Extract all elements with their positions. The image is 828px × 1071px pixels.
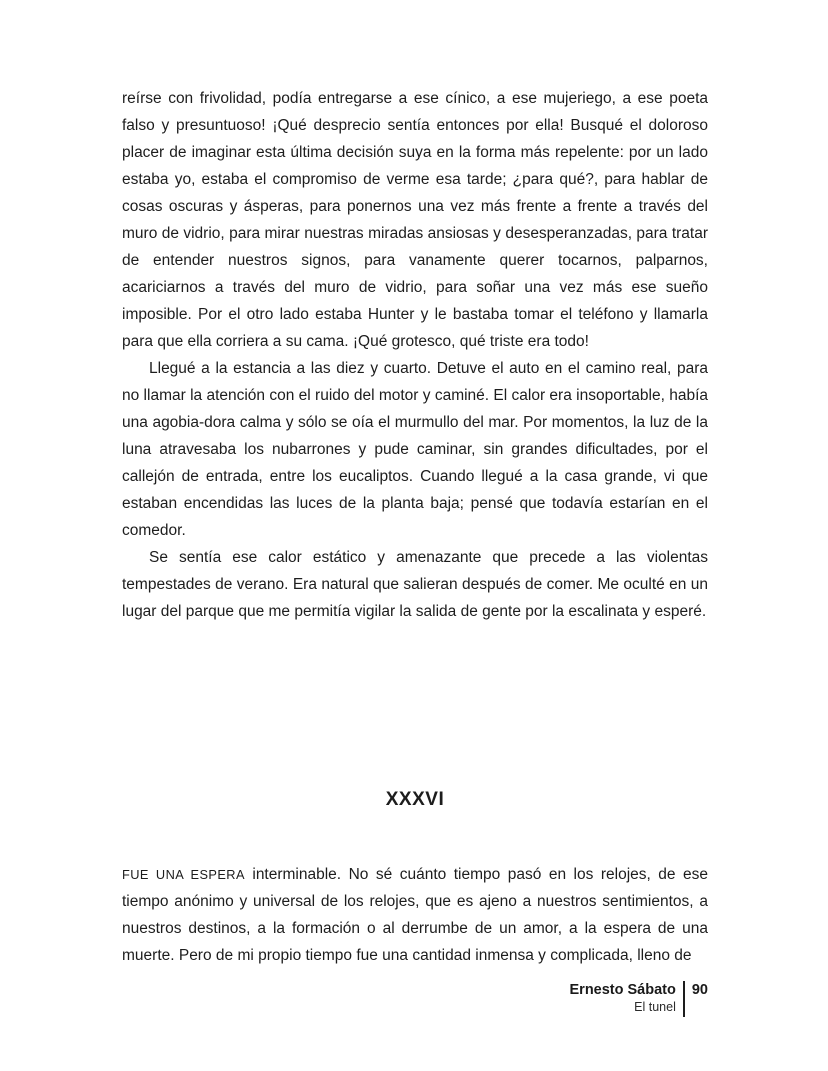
page-footer xyxy=(122,981,708,1017)
page-body-text xyxy=(122,85,708,625)
footer-page-number: 90 xyxy=(691,982,708,998)
paragraph-continuation: interminable. No sé cuánto tiempo pasó en los relojes, de ese tiempo anónimo y universal de los relojes, que es ajeno a nuestros sentimientos, a nuestros destinos, a la formación o al derrumbe de un amor, a la espera de una muerte. Pero de mi propio tiempo fue una cantidad inmensa y complicada, lleno de xyxy=(122,866,708,964)
chapter-heading: XXXVI xyxy=(385,789,445,810)
paragraph: reírse con frivolidad, podía entregarse a ese cínico, a ese mujeriego, a ese poeta falso y presuntuoso! ¡Qué desprecio sentía entonces por ella! Busqué el doloroso placer de imaginar esta última decisión suya en la forma más repelente: por un lado estaba yo, estaba el compromiso de verme esa tarde; ¿para qué?, para hablar de cosas oscuras y ásperas, para ponernos una vez más frente a frente a través del muro de vidrio, para mirar nuestras miradas ansiosas y desesperanzadas, para tratar de entender nuestros signos, para vanamente querer tocarnos, palparnos, acariciarnos a través del muro de vidrio, para soñar una vez más ese sueño imposible. Por el otro lado estaba Hunter y le bastaba tomar el teléfono y llamarla para que ella corriera a su cama. ¡Qué grotesco, qué triste era todo! xyxy=(122,90,708,350)
paragraph xyxy=(122,861,708,969)
paragraph: Se sentía ese calor estático y amenazante que precede a las violentas tempestades de verano. Era natural que salieran después de comer. Me oculté en un lugar del parque que me permitía vigilar la salida de gente por la escalinata y esperé. xyxy=(122,549,708,620)
paragraph: Llegué a la estancia a las diez y cuarto. Detuve el auto en el camino real, para no llamar la atención con el ruido del motor y caminé. El calor era insoportable, había una agobia-dora calma y sólo se oía el murmullo del mar. Por momentos, la luz de la luna atravesaba los nubarrones y pude caminar, sin grandes dificultades, por el callejón de entrada, entre los eucaliptos. Cuando llegué a la casa grande, vi que estaban encendidas las luces de la planta baja; pensé que todavía estarían en el comedor. xyxy=(122,360,708,539)
footer-author: Ernesto Sábato xyxy=(569,982,676,998)
footer-book-title: El tunel xyxy=(634,1000,676,1014)
footer-text-block xyxy=(570,981,676,1016)
footer-divider xyxy=(683,981,685,1017)
paragraph-lead-smallcaps: FUE UNA ESPERA xyxy=(122,867,245,882)
